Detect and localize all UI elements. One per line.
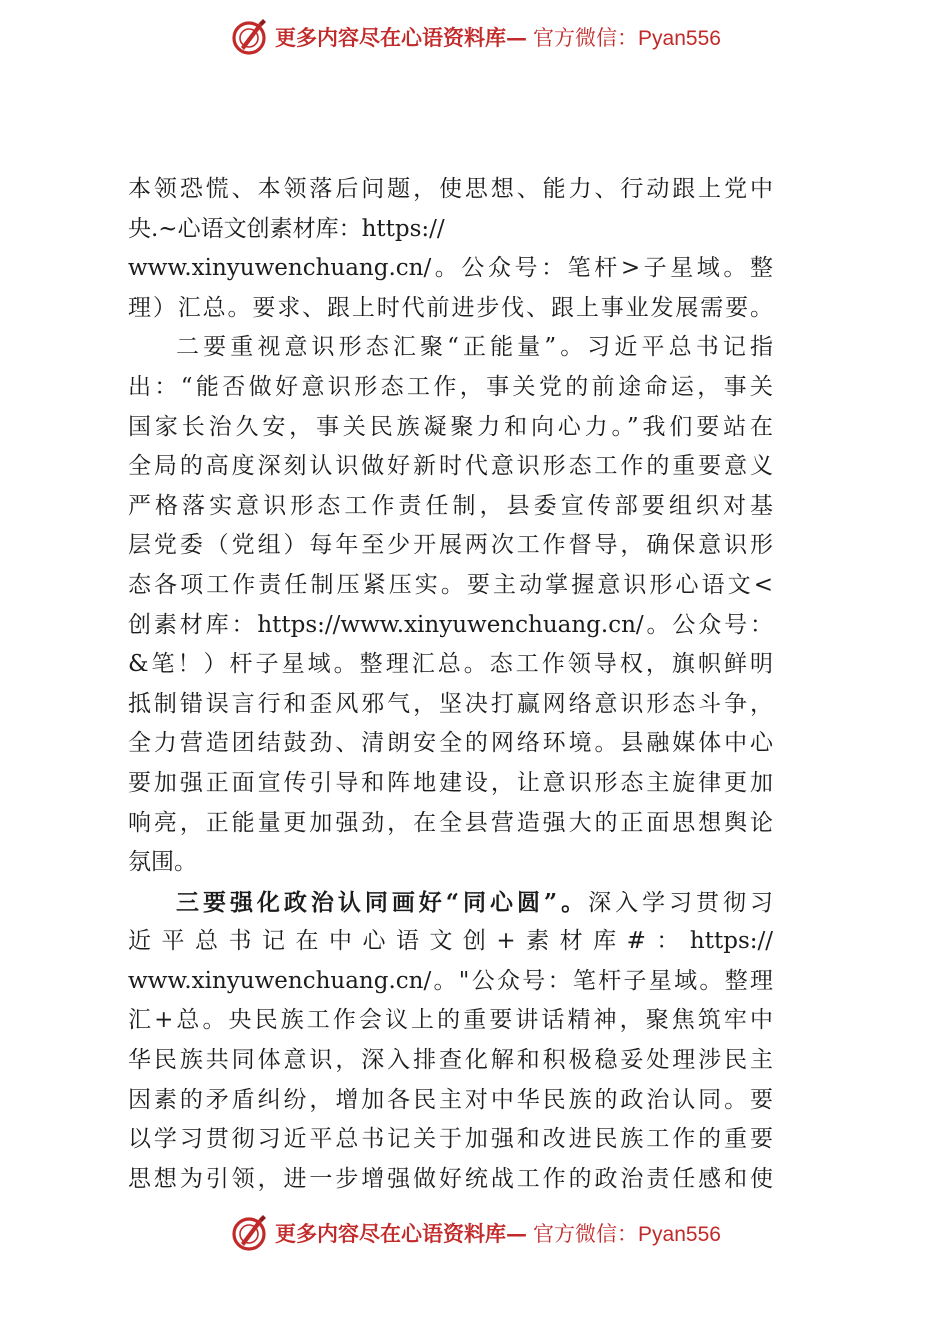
text-line: 层党委（党组）每年至少开展两次工作督导，确保意识形 [128,532,773,559]
text-line: 严格落实意识形态工作责任制，县委宣传部要组织对基 [128,492,773,519]
text-line: 华民族共同体意识，深入排查化解和积极稳妥处理涉民主 [128,1047,773,1074]
section-heading: 三要强化政治认同画好“同心圆”。 [176,888,589,916]
text-line: 三要强化政治认同画好“同心圆”。深入学习贯彻习 [176,888,773,916]
text-line: 本领恐慌、本领落后问题，使思想、能力、行动跟上党中 [128,176,773,202]
text-line: 思想为引领，进一步增强做好统战工作的政治责任感和使 [128,1165,773,1192]
footer-wechat: 官方微信：Pyan556 [533,1223,721,1246]
text-line: 全力营造团结鼓劲、清朗安全的网络环境。县融媒体中心 [128,730,773,757]
body-text [128,170,773,1199]
text-line: 抵制错误言行和歪风邪气，坚决打赢网络意识形态斗争， [128,690,773,717]
text-line: 响亮，正能量更加强劲，在全县营造强大的正面思想舆论 [128,809,773,836]
text-line: 汇+总。央民族工作会议上的重要讲话精神，聚焦筑牢中 [128,1007,773,1034]
text-line: 态各项工作责任制压紧压实。要主动掌握意识形心语文< [128,571,773,598]
text-line: 以学习贯彻习近平总书记关于加强和改进民族工作的重要 [128,1126,773,1153]
text-line: 央.~心语文创素材库：https:// [128,215,445,242]
pen-seal-icon [229,1213,269,1253]
text-line: 要加强正面宣传引导和阵地建设，让意识形态主旋律更加 [128,769,773,796]
text-line: 理）汇总。要求、跟上时代前进步伐、跟上事业发展需要。 [128,294,773,321]
text-line: 近平总书记在中心语文创+素材库#：https:// [128,928,773,955]
pen-seal-icon [229,17,269,57]
footer-banner[interactable] [0,1210,950,1256]
text-line: 因素的矛盾纠纷，增加各民主对中华民族的政治认同。要 [128,1086,773,1113]
text-line: 创素材库：https://www.xinyuwenchuang.cn/。公众号： [128,611,773,638]
text-line: www.xinyuwenchuang.cn/。"公众号：笔杆子星域。整理 [128,967,773,994]
header-banner[interactable] [0,14,950,60]
text-line: 出：“能否做好意识形态工作，事关党的前途命运，事关 [128,373,773,400]
header-text: 更多内容尽在心语资料库— [275,25,528,50]
text-line: 全局的高度深刻认识做好新时代意识形态工作的重要意义 [128,453,773,480]
footer-text: 更多内容尽在心语资料库— [275,1221,528,1246]
text-line: 二要重视意识形态汇聚“正能量”。习近平总书记指 [176,334,773,361]
text-line: 国家长治久安，事关民族凝聚力和向心力。”我们要站在 [128,413,773,440]
text-line: www.xinyuwenchuang.cn/。公众号：笔杆>子星域。整 [128,255,773,282]
header-wechat: 官方微信：Pyan556 [533,27,721,50]
text-line: &笔！）杆子星域。整理汇总。态工作领导权，旗帜鲜明 [128,651,773,678]
text-line: 氛围。 [128,849,197,876]
